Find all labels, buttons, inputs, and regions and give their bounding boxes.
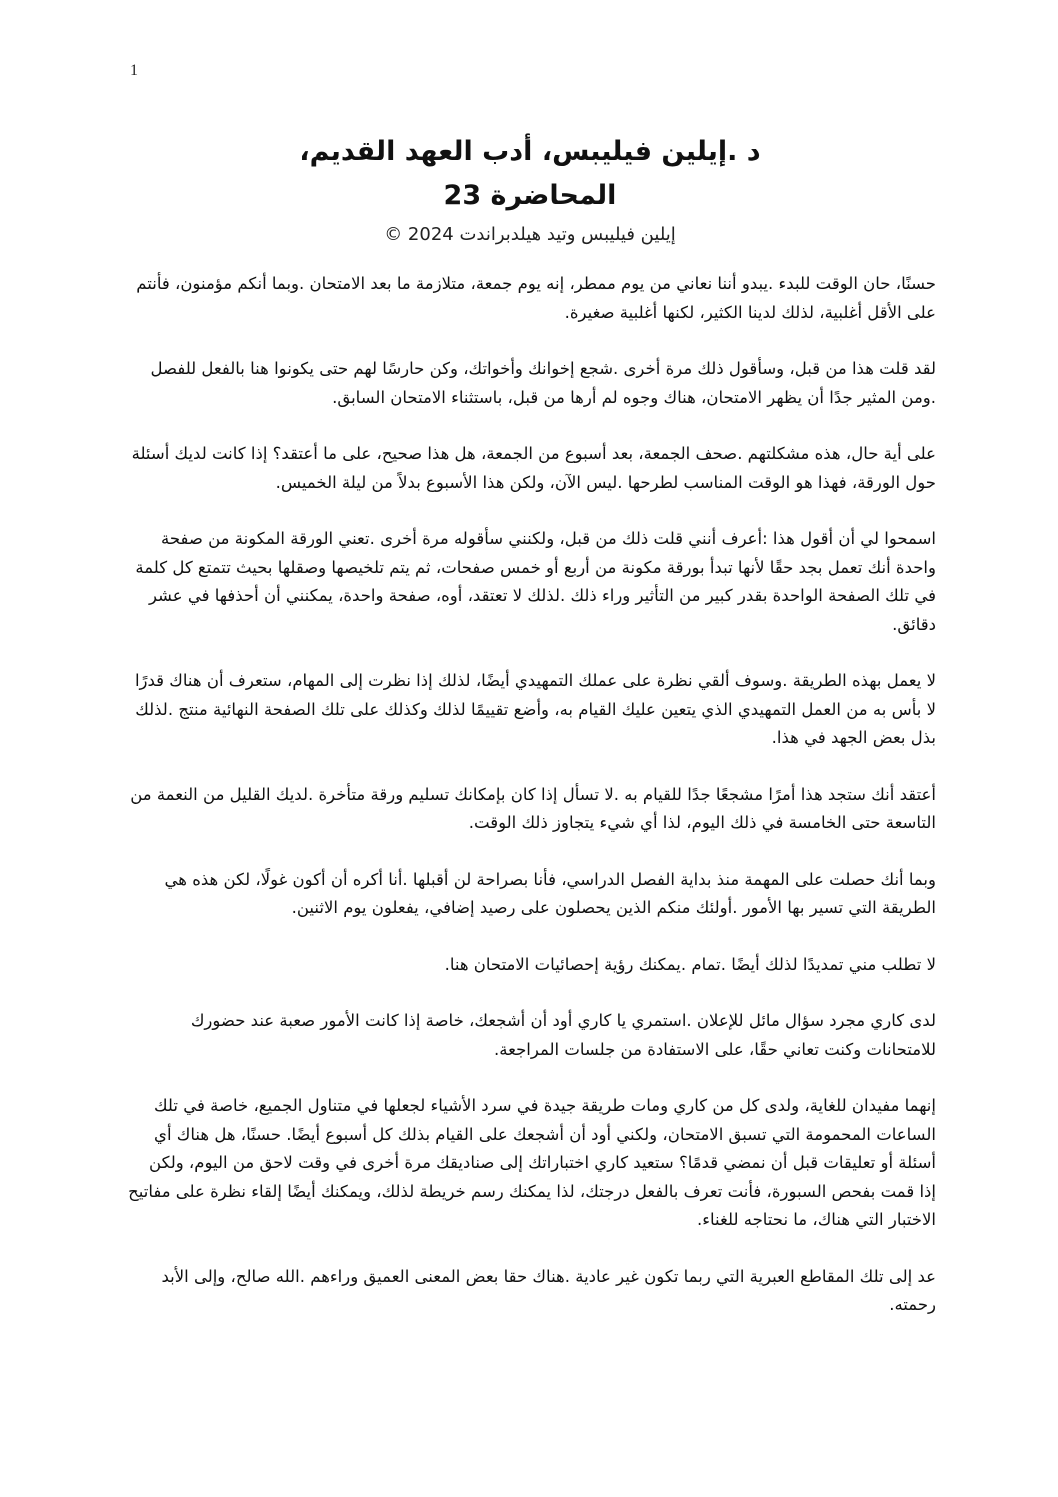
page-number: 1 <box>130 62 138 79</box>
paragraph: أعتقد أنك ستجد هذا أمرًا مشجعًا جدًا للقيام به .لا تسأل إذا كان بإمكانك تسليم ورقة متأخرة .لديك القليل من النعمة من التاسعة حتى الخامسة في ذلك اليوم، لذا أي شيء يتجاوز ذلك الوقت. <box>130 784 936 832</box>
paragraph: لقد قلت هذا من قبل، وسأقول ذلك مرة أخرى .شجع إخوانك وأخواتك، وكن حارسًا لهم حتى يكونوا هنا بالفعل للفصل .ومن المثير جدًا أن يظهر الامتحان، هناك وجوه لم أرها من قبل، باستثناء الامتحان السابق. <box>150 359 936 407</box>
paragraph: لا يعمل بهذه الطريقة .وسوف ألقي نظرة على عملك التمهيدي أيضًا، لذلك إذا نظرت إلى المهام، ستعرف أن هناك قدرًا لا بأس به من العمل التمهيدي الذي يتعين عليك القيام به، وأضع تقييمًا لذلك وكذلك على تلك الصفحة النهائية منتج .لذلك بذل بعض الجهد في هذا. <box>134 671 936 747</box>
paragraph: لدى كاري مجرد سؤال مائل للإعلان .استمري يا كاري أود أن أشجعك، خاصة إذا كانت الأمور صعبة عند حضورك للامتحانات وكنت تعاني حقًا، على الاستفادة من جلسات المراجعة. <box>190 1011 936 1059</box>
paragraph: اسمحوا لي أن أقول هذا :أعرف أنني قلت ذلك من قبل، ولكنني سأقوله مرة أخرى .تعني الورقة المكونة من صفحة واحدة أنك تعمل بجد حقًا لأنها تبدأ بورقة مكونة من أربع أو خمس صفحات، ثم يتم تلخيصها وصقلها بحيث تتمتع كل كلمة في تلك الصفحة الواحدة بقدر كبير من التأثير وراء ذلك .لذلك لا تعتقد، أوه، صفحة واحدة، يمكنني أن أحذفها في عشر دقائق. <box>135 529 936 634</box>
paragraph: وبما أنك حصلت على المهمة منذ بداية الفصل الدراسي، فأنا بصراحة لن أقبلها .أنا أكره أن أكون غولًا، لكن هذه هي الطريقة التي تسير بها الأمور .أولئك منكم الذين يحصلون على رصيد إضافي، يفعلون يوم الاثنين. <box>164 869 936 917</box>
paragraph: عد إلى تلك المقاطع العبرية التي ربما تكون غير عادية .هناك حقا بعض المعنى العميق وراءهم .الله صالح، وإلى الأبد رحمته. <box>161 1266 936 1314</box>
copyright-line: إيلين فيليبس وتيد هيلدبراندت 2024 © <box>384 224 676 245</box>
document-body <box>128 270 936 1348</box>
document-header <box>120 130 940 250</box>
paragraph: إنهما مفيدان للغاية، ولدى كل من كاري ومات طريقة جيدة في سرد الأشياء لجعلها في متناول الجميع، خاصة في تلك الساعات المحمومة التي تسبق الامتحان، ولكني أود أن أشجعك على القيام بذلك كل أسبوع أيضًا. حسنًا، هل هناك أي أسئلة أو تعليقات قبل أن نمضي قدمًا؟ ستعيد كاري اختباراتك إلى صناديقك مرة أخرى في وقت لاحق من اليوم، ولكن إذا قمت بفحص السبورة، فأنت تعرف بالفعل درجتك، لذا يمكنك رسم خريطة لذلك، ويمكنك أيضًا إلقاء نظرة على مفاتيح الاختبار التي هناك، ما نحتاجه للغناء. <box>128 1096 936 1229</box>
document-title: د .إيلين فيليبس، أدب العهد القديم، <box>299 136 761 167</box>
lecture-number: المحاضرة 23 <box>443 180 617 211</box>
paragraph: لا تطلب مني تمديدًا لذلك أيضًا .تمام .يمكنك رؤية إحصائيات الامتحان هنا. <box>444 954 936 974</box>
paragraph: حسنًا، حان الوقت للبدء .يبدو أننا نعاني من يوم ممطر، إنه يوم جمعة، متلازمة ما بعد الامتحان .وبما أنكم مؤمنون، فأنتم على الأقل أغلبية، لذلك لدينا الكثير، لكنها أغلبية صغيرة. <box>136 274 936 322</box>
paragraph: على أية حال، هذه مشكلتهم .صحف الجمعة، بعد أسبوع من الجمعة، هل هذا صحيح، على ما أعتقد؟ إذا كانت لديك أسئلة حول الورقة، فهذا هو الوقت المناسب لطرحها .ليس الآن، ولكن هذا الأسبوع بدلاً من ليلة الخميس. <box>131 444 936 492</box>
